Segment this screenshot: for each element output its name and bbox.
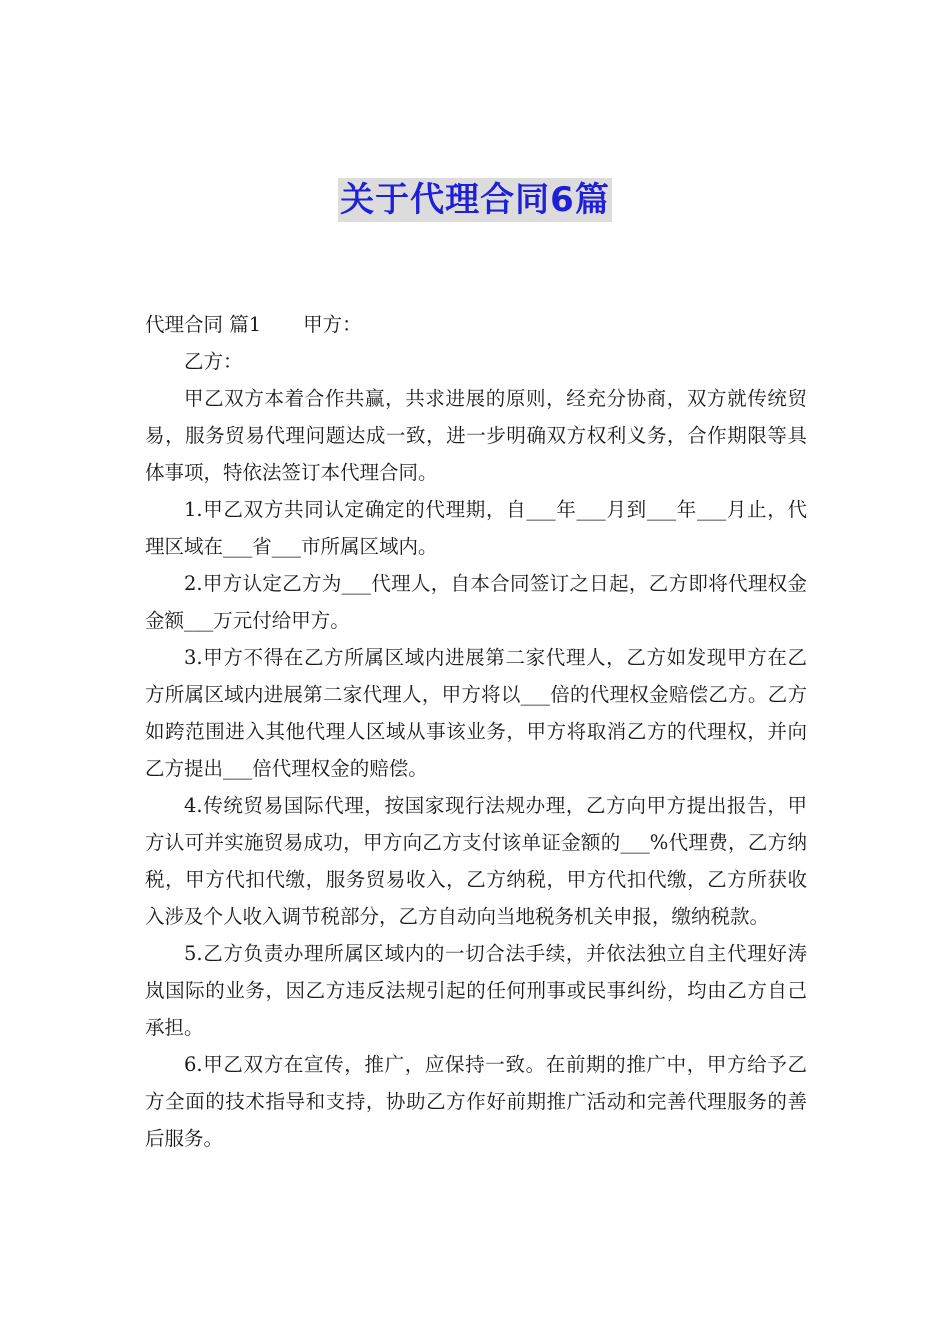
title-container xyxy=(0,178,950,222)
paragraph-intro: 甲乙双方本着合作共赢，共求进展的原则，经充分协商，双方就传统贸易，服务贸易代理问题达成一致，进一步明确双方权利义务，合作期限等具体事项，特依法签订本代理合同。 xyxy=(145,387,807,484)
document-body xyxy=(145,306,807,1157)
party-b-line xyxy=(145,343,807,380)
paragraph-clause-2: 2.甲方认定乙方为___代理人，自本合同签订之日起，乙方即将代理权金金额___万元付给甲方。 xyxy=(145,572,807,632)
paragraph-clause-3: 3.甲方不得在乙方所属区域内进展第二家代理人，乙方如发现甲方在乙方所属区域内进展第二家代理人，甲方将以___倍的代理权金赔偿乙方。乙方如跨范围进入其他代理人区域从事该业务，甲方将取消乙方的代理权，并向乙方提出___倍代理权金的赔偿。 xyxy=(145,646,807,780)
contract-header-line xyxy=(145,306,807,343)
paragraph-clause-5: 5.乙方负责办理所属区域内的一切合法手续，并依法独立自主代理好涛岚国际的业务，因乙方违反法规引起的任何刑事或民事纠纷，均由乙方自己承担。 xyxy=(145,942,807,1039)
paragraph-clause-1: 1.甲乙双方共同认定确定的代理期，自___年___月到___年___月止，代理区域在___省___市所属区域内。 xyxy=(145,498,807,558)
contract-heading: 代理合同 篇1 xyxy=(145,313,262,336)
paragraph-clause-6: 6.甲乙双方在宣传，推广，应保持一致。在前期的推广中，甲方给予乙方全面的技术指导和支持，协助乙方作好前期推广活动和完善代理服务的善后服务。 xyxy=(145,1053,807,1150)
document-title: 关于代理合同6篇 xyxy=(340,180,610,220)
party-b-label: 乙方： xyxy=(184,350,243,373)
paragraph-clause-4: 4.传统贸易国际代理，按国家现行法规办理，乙方向甲方提出报告，甲方认可并实施贸易成功，甲方向乙方支付该单证金额的___%代理费，乙方纳税，甲方代扣代缴，服务贸易收入，乙方纳税，甲方代扣代缴，乙方所获收入涉及个人收入调节税部分，乙方自动向当地税务机关申报，缴纳税款。 xyxy=(145,794,807,928)
party-a-label: 甲方： xyxy=(303,313,362,336)
